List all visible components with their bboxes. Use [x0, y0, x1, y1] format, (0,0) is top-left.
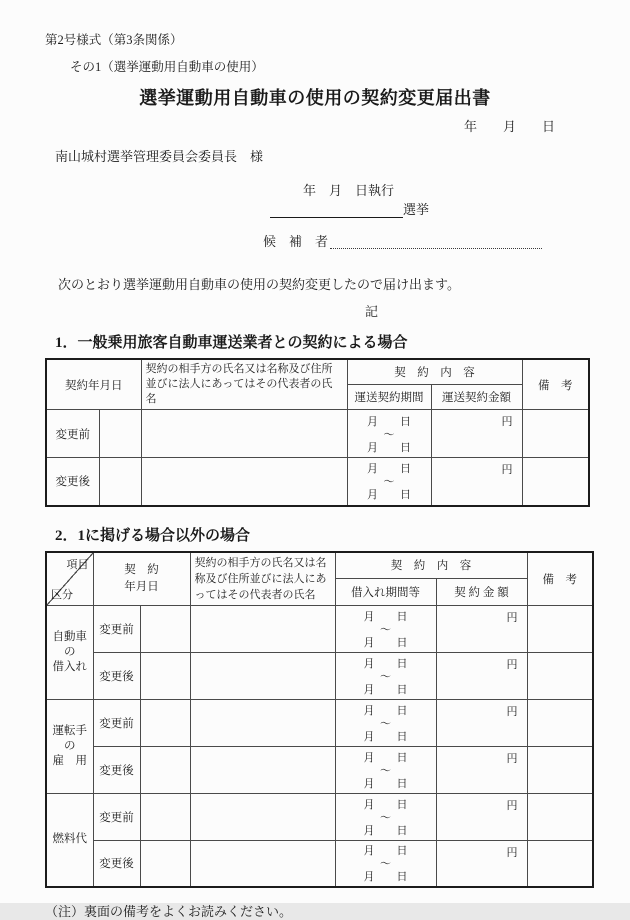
- contract-date-line1: 契 約: [124, 563, 159, 576]
- period-to: 月 日: [363, 777, 408, 790]
- page-title: 選挙運動用自動車の使用の契約変更届出書: [139, 88, 491, 108]
- amount-cell[interactable]: [436, 699, 527, 746]
- remarks-cell[interactable]: [522, 410, 589, 458]
- remarks-cell[interactable]: [527, 652, 593, 699]
- table-row-after: [46, 458, 589, 506]
- election-name-field[interactable]: [270, 204, 403, 218]
- tilde: ～: [380, 717, 391, 730]
- period-from: 月 日: [367, 415, 411, 428]
- candidate-row: [263, 234, 630, 249]
- party-cell[interactable]: [190, 605, 335, 652]
- row-label-after: 変更後: [93, 840, 140, 887]
- group-label-line: の: [64, 739, 76, 752]
- amount-cell[interactable]: [431, 410, 522, 458]
- amount-cell[interactable]: [436, 793, 527, 840]
- period-to: 月 日: [363, 730, 408, 743]
- election-execution-date[interactable]: 年 月 日執行: [303, 183, 395, 198]
- header-contract-content: 契 約 内 容: [347, 359, 522, 384]
- addressee: 南山城村選挙管理委員会委員長 様: [55, 149, 264, 164]
- row-label-before: 変更前: [93, 699, 140, 746]
- row-label-before: 変更前: [93, 605, 140, 652]
- yen-unit: 円: [506, 846, 518, 859]
- period-cell[interactable]: [335, 605, 436, 652]
- table-row-driver-before: [46, 699, 593, 746]
- group-label-line: 燃料代: [52, 833, 87, 846]
- remarks-cell[interactable]: [527, 840, 593, 887]
- period-cell[interactable]: [335, 840, 436, 887]
- yen-unit: 円: [506, 799, 518, 812]
- yen-unit: 円: [501, 416, 513, 428]
- tilde: ～: [380, 623, 391, 636]
- remarks-cell[interactable]: [522, 458, 589, 506]
- tilde: ～: [380, 764, 391, 777]
- group-label-car-rental: [46, 605, 93, 699]
- election-suffix: 選挙: [403, 202, 430, 217]
- contract-date-cell[interactable]: [99, 458, 141, 506]
- date-field[interactable]: 年 月 日: [463, 119, 555, 134]
- yen-unit: 円: [506, 752, 518, 765]
- header-contract-amount: 契 約 金 額: [436, 578, 527, 605]
- section2-table: [45, 551, 594, 889]
- group-label-driver-employment: [46, 699, 93, 793]
- header-remarks: 備 考: [522, 359, 589, 410]
- period-cell[interactable]: [335, 793, 436, 840]
- period-to: 月 日: [363, 824, 408, 837]
- header-contract-content: 契 約 内 容: [335, 552, 527, 579]
- row-label-after: 変更後: [46, 458, 99, 506]
- period-to: 月 日: [367, 489, 411, 502]
- form-part: その1（選挙運動用自動車の使用）: [70, 60, 264, 74]
- contract-date-cell[interactable]: [140, 840, 190, 887]
- header-transport-amount: 運送契約金額: [431, 384, 522, 409]
- group-label-line: 自動車: [52, 630, 87, 643]
- tilde: ～: [380, 670, 391, 683]
- contract-date-cell[interactable]: [140, 746, 190, 793]
- tilde: ～: [380, 858, 391, 871]
- period-cell[interactable]: [335, 746, 436, 793]
- intro-text: 次のとおり選挙運動用自動車の使用の契約変更したので届け出ます。: [58, 277, 460, 292]
- period-to: 月 日: [363, 871, 408, 884]
- period-from: 月 日: [363, 610, 408, 623]
- remarks-cell[interactable]: [527, 605, 593, 652]
- period-cell[interactable]: [335, 699, 436, 746]
- row-label-before: 変更前: [46, 410, 99, 458]
- section1-table: [45, 358, 590, 507]
- party-cell[interactable]: [190, 652, 335, 699]
- row-label-after: 変更後: [93, 746, 140, 793]
- ki-marker: 記: [365, 304, 379, 319]
- form-number: 第2号様式（第3条関係）: [45, 33, 183, 47]
- section2-heading: 2．1に掲げる場合以外の場合: [55, 527, 251, 544]
- remarks-cell[interactable]: [527, 699, 593, 746]
- table-row-driver-after: [46, 746, 593, 793]
- period-from: 月 日: [363, 704, 408, 717]
- diag-category-label: 区分: [51, 588, 73, 601]
- period-to: 月 日: [363, 636, 408, 649]
- period-to: 月 日: [367, 441, 411, 454]
- header-contract-date: [93, 552, 190, 606]
- table-row-fuel-before: [46, 793, 593, 840]
- group-label-line: の: [64, 645, 76, 658]
- contract-date-cell[interactable]: [140, 793, 190, 840]
- period-cell[interactable]: [347, 410, 431, 458]
- group-label-line: 借入れ: [52, 660, 87, 673]
- header-contract-date: 契約年月日: [46, 359, 141, 410]
- tilde: ～: [383, 476, 395, 489]
- amount-cell[interactable]: [436, 840, 527, 887]
- contract-date-cell[interactable]: [140, 699, 190, 746]
- tilde: ～: [383, 428, 395, 441]
- remarks-cell[interactable]: [527, 746, 593, 793]
- contract-date-cell[interactable]: [99, 410, 141, 458]
- header-remarks: 備 考: [527, 552, 593, 606]
- group-label-line: 運転手: [52, 724, 87, 737]
- table-row-fuel-after: [46, 840, 593, 887]
- header-transport-period: 運送契約期間: [347, 384, 431, 409]
- row-label-before: 変更前: [93, 793, 140, 840]
- party-cell[interactable]: [141, 458, 347, 506]
- contract-date-line2: 年月日: [124, 580, 159, 593]
- period-from: 月 日: [367, 463, 411, 476]
- party-cell[interactable]: [190, 699, 335, 746]
- section1-heading: 1．一般乗用旅客自動車運送業者との契約による場合: [55, 335, 408, 351]
- amount-cell[interactable]: [431, 458, 522, 506]
- period-cell[interactable]: [347, 458, 431, 506]
- candidate-label: 候 補 者: [263, 234, 329, 249]
- header-party: 契約の相手方の氏名又は名称及び住所並びに法人にあってはその代表者の氏名: [141, 359, 347, 410]
- contract-date-cell[interactable]: [140, 652, 190, 699]
- diag-item-label: 項目: [66, 558, 89, 571]
- header-party: 契約の相手方の氏名又は名称及び住所並びに法人にあってはその代表者の氏名: [190, 552, 335, 606]
- yen-unit: 円: [501, 464, 513, 476]
- period-from: 月 日: [363, 798, 408, 811]
- party-cell[interactable]: [190, 793, 335, 840]
- remarks-cell[interactable]: [527, 793, 593, 840]
- header-item-category: [46, 552, 93, 606]
- party-cell[interactable]: [141, 410, 347, 458]
- group-label-line: 雇 用: [52, 754, 87, 767]
- table-row-car-rental-before: [46, 605, 593, 652]
- footnote: （注）裏面の備考をよくお読みください。: [45, 904, 293, 919]
- period-to: 月 日: [363, 683, 408, 696]
- period-from: 月 日: [363, 751, 408, 764]
- candidate-name-field[interactable]: [330, 236, 542, 249]
- period-from: 月 日: [363, 657, 408, 670]
- yen-unit: 円: [506, 705, 518, 718]
- header-loan-period: 借入れ期間等: [335, 578, 436, 605]
- party-cell[interactable]: [190, 746, 335, 793]
- group-label-fuel-cost: [46, 793, 93, 887]
- contract-date-cell[interactable]: [140, 605, 190, 652]
- table-row-before: [46, 410, 589, 458]
- period-from: 月 日: [363, 845, 408, 858]
- amount-cell[interactable]: [436, 746, 527, 793]
- table-row-car-rental-after: [46, 652, 593, 699]
- tilde: ～: [380, 811, 391, 824]
- election-name-row: [270, 202, 630, 218]
- yen-unit: 円: [506, 611, 518, 624]
- amount-cell[interactable]: [436, 605, 527, 652]
- period-cell[interactable]: [335, 652, 436, 699]
- row-label-after: 変更後: [93, 652, 140, 699]
- yen-unit: 円: [506, 658, 518, 671]
- amount-cell[interactable]: [436, 652, 527, 699]
- party-cell[interactable]: [190, 840, 335, 887]
